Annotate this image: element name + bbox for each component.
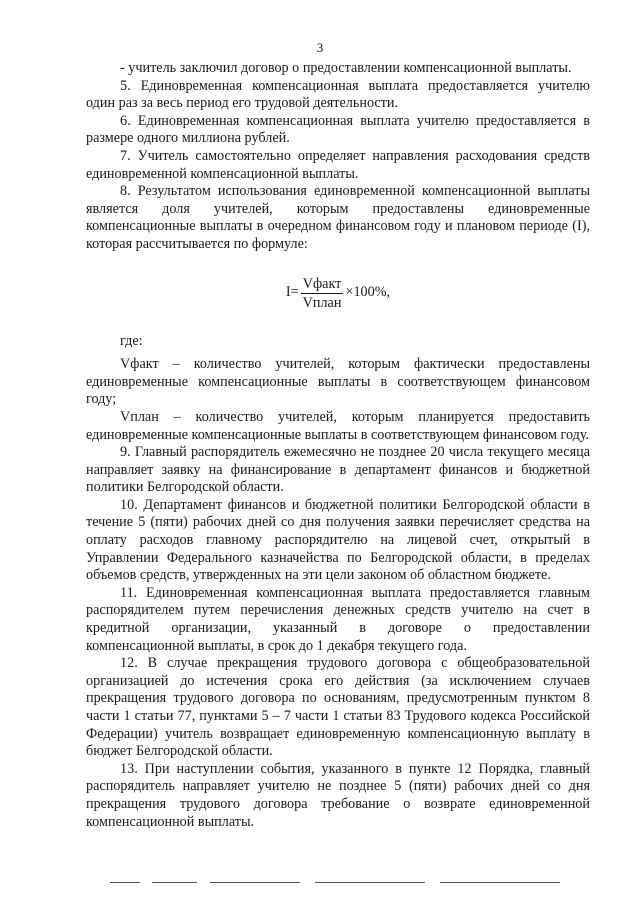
definition-vfact: Vфакт – количество учителей, которым фактически предоставлены единовременные компенсационные выплаты в соответствующем финансовом году; — [86, 356, 590, 408]
paragraph-13: 13. При наступлении события, указанного в пункте 12 Порядка, главный распорядитель направляет учителю не позднее 5 (пяти) рабочих дней со дня прекращения трудового договора требование о возврате единовременной компенсационной выплаты. — [86, 760, 590, 830]
paragraph-7: 7. Учитель самостоятельно определяет направления расходования средств единовременной компенсационной выплаты. — [86, 147, 590, 182]
formula-denominator: Vплан — [302, 294, 342, 311]
formula-fraction — [301, 276, 344, 311]
where-label: где: — [120, 332, 143, 349]
paragraph-6: 6. Единовременная компенсационная выплата учителю предоставляется в размере одного миллиона рублей. — [86, 112, 590, 147]
formula-rhs: ×100%, — [345, 284, 391, 301]
paragraph-10: 10. Департамент финансов и бюджетной политики Белгородской области в течение 5 (пяти) рабочих дней со дня получения заявки перечисляет средства на оплату расходов главному распорядителю на лицевой счет, открытый в Управлении Федерального казначейства по Белгородской области, в пределах объемов средств, утвержденных на эти цели законом об областном бюджете. — [86, 496, 590, 584]
paragraph-11: 11. Единовременная компенсационная выплата предоставляется главным распорядителем путем перечисления денежных средств учителю на счет в кредитной организации, указанный в договоре о предоставлении компенсационной выплаты, в срок до 1 декабря текущего года. — [86, 584, 590, 654]
document-body — [86, 60, 590, 831]
page-number: 3 — [316, 40, 324, 55]
paragraph-condition: - учитель заключил договор о предоставлении компенсационной выплаты. — [120, 60, 572, 76]
paragraph-8: 8. Результатом использования единовременной компенсационной выплаты является доля учителей, которым предоставлены единовременные компенсационные выплаты в очередном финансовом году и плановом периоде (I), которая рассчитывается по формуле: — [86, 183, 590, 252]
formula — [86, 276, 590, 311]
definition-vplan: Vплан – количество учителей, которым планируется предоставить единовременные компенсационные выплаты в соответствующем финансовом году. — [86, 408, 590, 443]
footer-scan-lines — [40, 880, 600, 886]
formula-numerator: Vфакт — [302, 275, 342, 292]
paragraph-5: 5. Единовременная компенсационная выплата предоставляется учителю один раз за весь период его трудовой деятельности. — [86, 77, 590, 112]
formula-lhs: I= — [285, 284, 299, 301]
paragraph-9: 9. Главный распорядитель ежемесячно не позднее 20 числа текущего месяца направляет заявку на финансирование в департамент финансов и бюджетной политики Белгородской области. — [86, 444, 590, 496]
paragraph-12: 12. В случае прекращения трудового договора с общеобразовательной организацией до истечения срока его действия (за исключением случаев прекращения трудового договора по основаниям, предусмотренным пунктом 8 части 1 статьи 77, пунктами 5 – 7 части 1 статьи 83 Трудового кодекса Российской Федерации) учитель возвращает единовременную компенсационную выплату в бюджет Белгородской области. — [86, 655, 590, 760]
